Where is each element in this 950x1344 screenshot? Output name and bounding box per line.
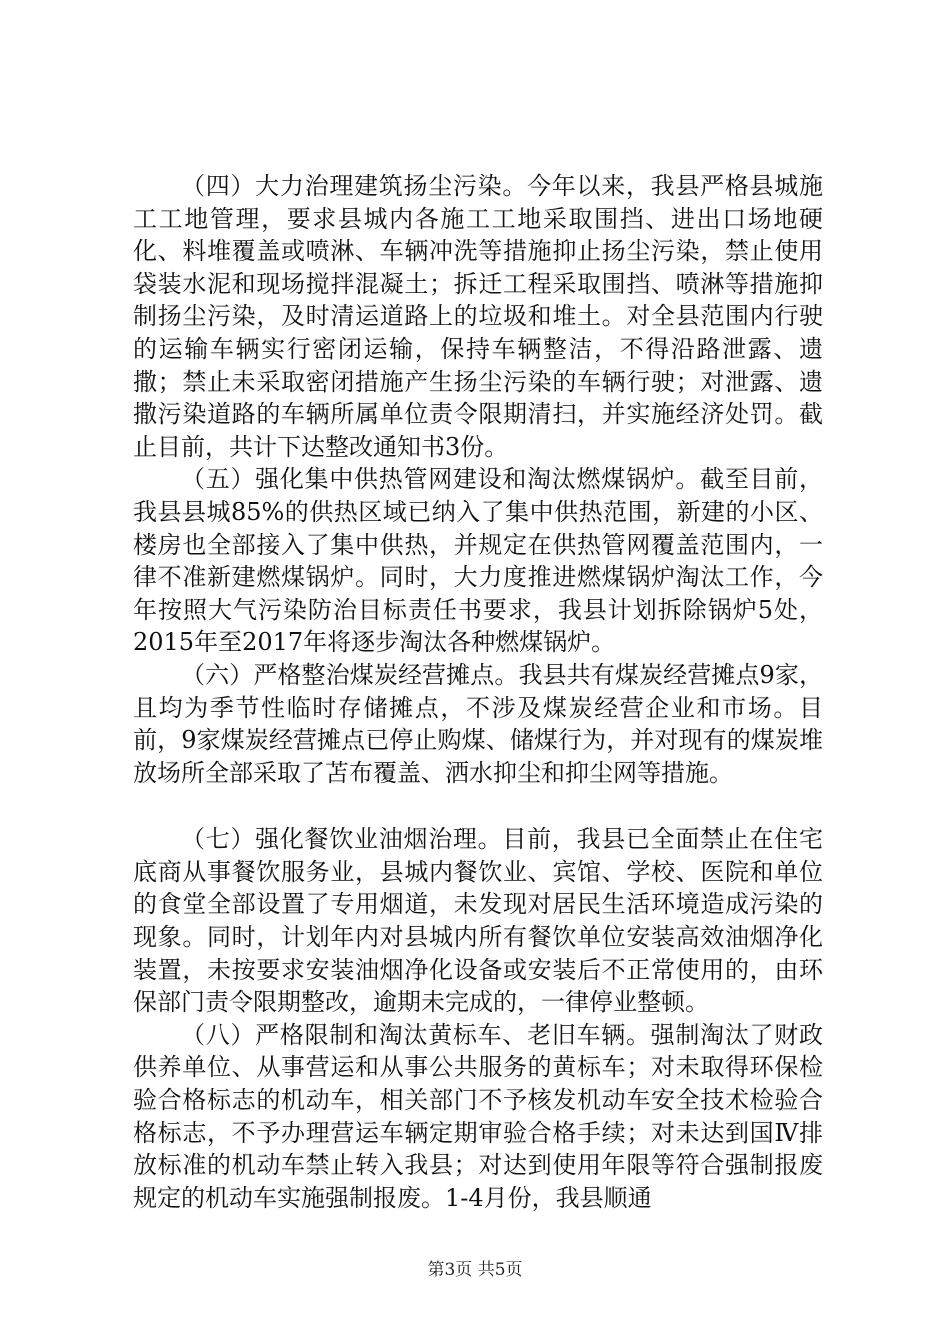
- paragraph-section-4: （四）大力治理建筑扬尘污染。今年以来，我县严格县城施工工地管理，要求县城内各施工工地采取围挡、进出口场地硬化、料堆覆盖或喷淋、车辆冲洗等措施抑止扬尘污染，禁止使用袋装水泥和现场搅拌混凝土；拆迁工程采取围挡、喷淋等措施抑制扬尘污染，及时清运道路上的垃圾和堆土。对全县范围内行驶的运输车辆实行密闭运输，保持车辆整洁，不得沿路泄露、遗撒；禁止未采取密闭措施产生扬尘污染的车辆行驶；对泄露、遗撒污染道路的车辆所属单位责令限期清扫，并实施经济处罚。截止目前，共计下达整改通知书3份。: [133, 172, 823, 461]
- paragraph-section-8: （八）严格限制和淘汰黄标车、老旧车辆。强制淘汰了财政供养单位、从事营运和从事公共服务的黄标车；对未取得环保检验合格标志的机动车，相关部门不予核发机动车安全技术检验合格标志，不予办理营运车辆定期审验合格手续；对未达到国Ⅳ排放标准的机动车禁止转入我县；对达到使用年限等符合强制报废规定的机动车实施强制报废。1-4月份，我县顺通: [133, 1020, 823, 1212]
- paragraph-section-5: （五）强化集中供热管网建设和淘汰燃煤锅炉。截至目前，我县县城85%的供热区域已纳入了集中供热范围，新建的小区、楼房也全部接入了集中供热，并规定在供热管网覆盖范围内，一律不准新建燃煤锅炉。同时，大力度推进燃煤锅炉淘汰工作，今年按照大气污染防治目标责任书要求，我县计划拆除锅炉5处，2015年至2017年将逐步淘汰各种燃煤锅炉。: [133, 465, 823, 657]
- paragraph-section-6: （六）严格整治煤炭经营摊点。我县共有煤炭经营摊点9家，且均为季节性临时存储摊点，不涉及煤炭经营企业和市场。目前，9家煤炭经营摊点已停止购煤、储煤行为，并对现有的煤炭堆放场所全部采取了苫布覆盖、洒水抑尘和抑尘网等措施。: [133, 660, 823, 787]
- paragraph-section-7: （七）强化餐饮业油烟治理。目前，我县已全面禁止在住宅底商从事餐饮服务业，县城内餐饮业、宾馆、学校、医院和单位的食堂全部设置了专用烟道，未发现对居民生活环境造成污染的现象。同时，计划年内对县城内所有餐饮单位安装高效油烟净化装置，未按要求安装油烟净化设备或安装后不正常使用的，由环保部门责令限期整改，逾期未完成的，一律停业整顿。: [133, 825, 823, 1017]
- document-body: [133, 170, 823, 1214]
- page-footer: 第3页 共5页: [427, 1260, 523, 1280]
